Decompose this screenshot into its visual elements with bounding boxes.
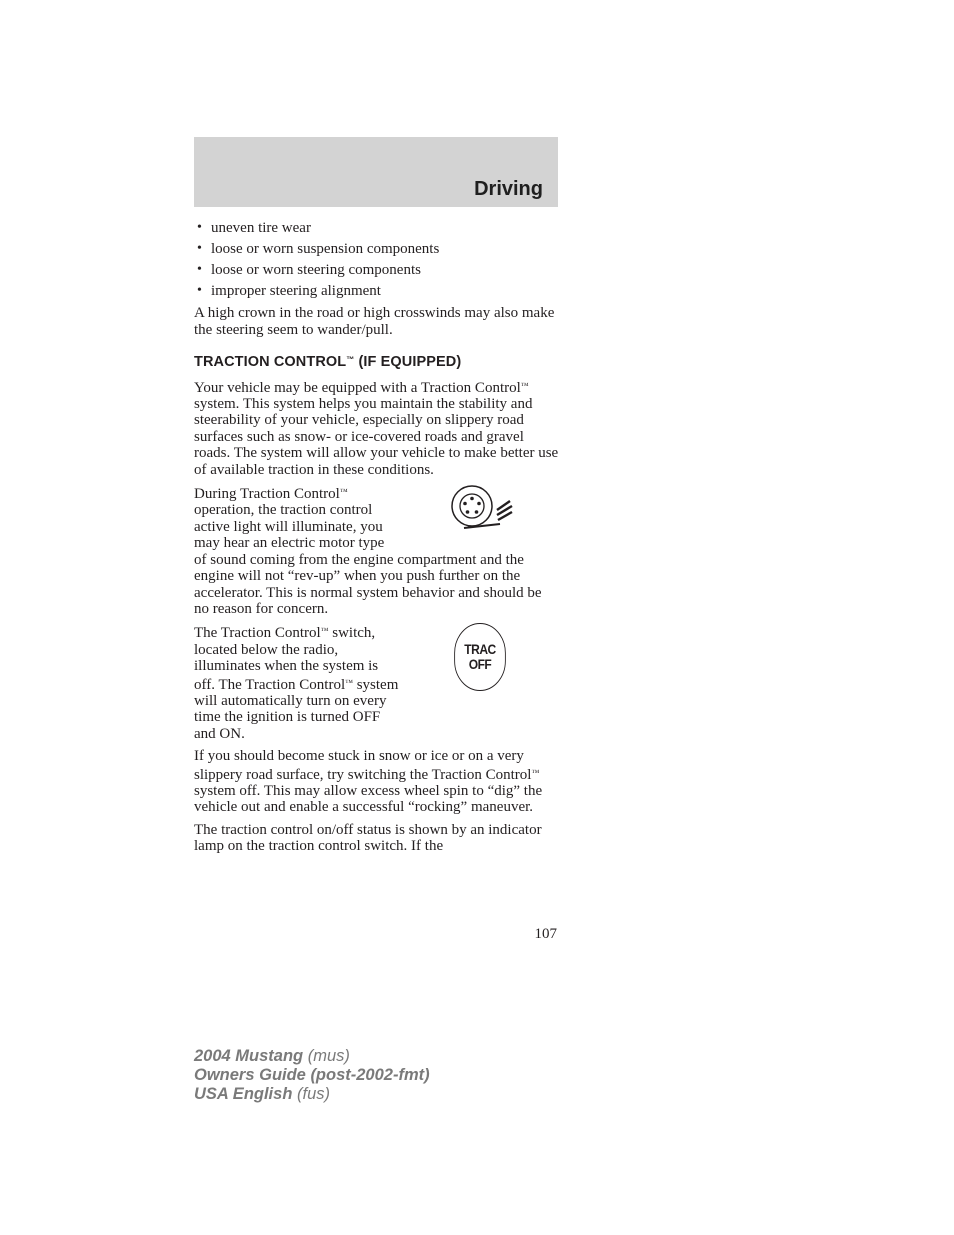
heading-text: TRACTION CONTROL: [194, 354, 347, 371]
list-item: • loose or worn steering components: [194, 262, 560, 278]
section-title: Driving: [474, 178, 543, 200]
paragraph-intro: [194, 378, 560, 478]
footer-guide: Owners Guide (post-2002-fmt): [194, 1066, 430, 1084]
footer-line-language: [194, 1085, 430, 1104]
paragraph-switch: [194, 623, 560, 742]
text-run: operation, the traction control active light will illuminate, you may hear an electric motor type of sound coming from the engine compartment and the engine will not “rev-up” when you push further on the accelerator. This is normal system behavior and should be no reason for concern.: [194, 502, 542, 617]
footer-language-code: (fus): [292, 1085, 330, 1103]
section-heading: [194, 352, 560, 370]
paragraph-status: The traction control on/off status is shown by an indicator lamp on the traction control switch. If the: [194, 821, 542, 855]
trademark-symbol: ™: [531, 767, 540, 777]
text-run: switch, located below the radio, illuminates when the system is off. The Traction Control: [194, 625, 379, 693]
heading-suffix: (IF EQUIPPED): [354, 354, 462, 371]
text-run: If you should become stuck in snow or ice or on a very slippery road surface, try switching the Traction Control: [194, 748, 532, 783]
trac-off-button-icon: [454, 623, 506, 691]
off-label: OFF: [468, 656, 492, 673]
paragraph-stuck: [194, 748, 560, 816]
footer-model: 2004 Mustang: [194, 1047, 304, 1065]
trac-label: TRAC: [464, 641, 496, 658]
paragraph-during: [194, 484, 560, 617]
text-run: system will automatically turn on every time the ignition is turned OFF and ON.: [194, 676, 399, 742]
trademark-symbol: ™: [520, 380, 529, 390]
trac-off-figure: [400, 623, 560, 723]
document-footer: [194, 1047, 430, 1104]
section-header: [194, 137, 558, 207]
traction-control-figure: [400, 484, 560, 550]
footer-line-guide: [194, 1066, 430, 1085]
page-number: 107: [534, 926, 557, 942]
text-run: system off. This may allow excess wheel spin to “dig” the vehicle out and enable a successful “rocking” maneuver.: [194, 782, 543, 816]
text-run: During Traction Control: [194, 486, 340, 503]
trademark-symbol: ™: [346, 355, 355, 365]
footer-line-model: [194, 1047, 430, 1066]
list-item: • uneven tire wear: [194, 220, 560, 236]
list-item: • loose or worn suspension components: [194, 241, 560, 257]
trademark-symbol: ™: [345, 677, 353, 687]
trademark-symbol: ™: [339, 487, 348, 497]
text-run: system. This system helps you maintain the stability and steerability of your vehicle, especially on slippery road surfaces such as snow- or ice-covered roads and gravel roads. The system will allow your vehicle to make better use of available traction in these conditions.: [194, 396, 559, 478]
text-run: The Traction Control: [194, 625, 321, 642]
bullet-list: [194, 220, 560, 299]
text-run: Your vehicle may be equipped with a Traction Control: [194, 379, 521, 396]
footer-language: USA English: [194, 1085, 293, 1103]
footer-model-code: (mus): [303, 1047, 350, 1065]
list-item: • improper steering alignment: [194, 283, 560, 299]
page-content: [194, 220, 560, 861]
trademark-symbol: ™: [320, 626, 329, 636]
traction-control-active-icon: [450, 484, 516, 534]
paragraph-crown: A high crown in the road or high crosswinds may also make the steering seem to wander/pull.: [194, 305, 555, 338]
